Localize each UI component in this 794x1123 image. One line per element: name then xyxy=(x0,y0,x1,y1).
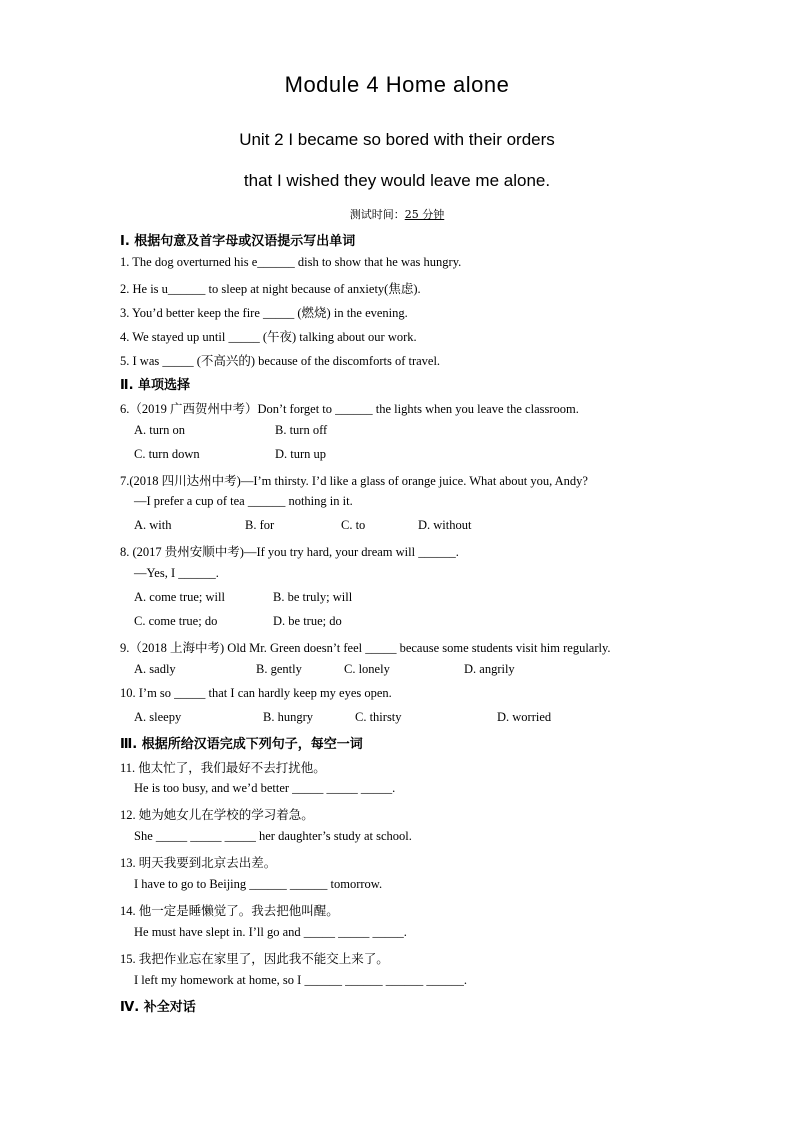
question-7-option-c: C. to xyxy=(341,518,366,532)
question-14-english: He must have slept in. I’ll go and _____ _____ _____. xyxy=(134,925,407,939)
question-13-chinese: 13. 明天我要到北京去出差。 xyxy=(120,856,277,870)
question-10-option-a: A. sleepy xyxy=(134,710,182,724)
question-9-stem: 9.（2018 上海中考) Old Mr. Green doesn’t feel _____ because some students visit him regularly. xyxy=(120,641,611,655)
question-6-option-d: D. turn up xyxy=(275,447,327,461)
question-7-stem-2: —I prefer a cup of tea ______ nothing in it. xyxy=(134,494,353,508)
question-10-option-d: D. worried xyxy=(497,710,552,724)
question-10-option-b: B. hungry xyxy=(263,710,313,724)
section-4-heading: Ⅳ. 补全对话 xyxy=(120,1000,196,1015)
test-time-label: 测试时间： xyxy=(349,208,405,221)
question-2: 2. He is u______ to sleep at night because of anxiety(焦虑). xyxy=(120,282,421,296)
question-7-option-d: D. without xyxy=(418,518,472,532)
question-8-option-b: B. be truly; will xyxy=(273,590,353,604)
question-8-option-d: D. be true; do xyxy=(273,614,342,628)
question-9-option-d: D. angrily xyxy=(464,662,515,676)
question-15-english: I left my homework at home, so I ______ ______ ______ ______. xyxy=(134,973,467,987)
module-title: Module 4 Home alone xyxy=(284,72,510,97)
question-6-option-b: B. turn off xyxy=(275,423,328,437)
section-1-heading: Ⅰ. 根据句意及首字母或汉语提示写出单词 xyxy=(120,234,356,249)
question-8-option-c: C. come true; do xyxy=(134,614,218,628)
question-9-option-c: C. lonely xyxy=(344,662,390,676)
unit-title-line-1: Unit 2 I became so bored with their orders xyxy=(239,130,555,149)
question-9-option-a: A. sadly xyxy=(134,662,176,676)
question-12-english: She _____ _____ _____ her daughter’s study at school. xyxy=(134,829,412,843)
question-7-option-b: B. for xyxy=(245,518,275,532)
question-9-option-b: B. gently xyxy=(256,662,302,676)
question-12-chinese: 12. 她为她女儿在学校的学习着急。 xyxy=(120,808,314,822)
question-10-option-c: C. thirsty xyxy=(355,710,402,724)
question-6-stem: 6.（2019 广西贺州中考）Don’t forget to ______ the lights when you leave the classroom. xyxy=(120,402,579,416)
question-15-chinese: 15. 我把作业忘在家里了，因此我不能交上来了。 xyxy=(120,952,389,966)
question-11-chinese: 11. 他太忙了，我们最好不去打扰他。 xyxy=(120,761,326,775)
section-2-heading: Ⅱ. 单项选择 xyxy=(120,378,191,393)
question-14-chinese: 14. 他一定是睡懒觉了。我去把他叫醒。 xyxy=(120,904,339,918)
test-time xyxy=(0,206,794,222)
question-3: 3. You’d better keep the fire _____ (燃烧) in the evening. xyxy=(120,306,408,320)
question-13-english: I have to go to Beijing ______ ______ tomorrow. xyxy=(134,877,383,891)
question-7-stem: 7.(2018 四川达州中考)—I’m thirsty. I’d like a glass of orange juice. What about you, Andy? xyxy=(120,474,588,488)
question-1: 1. The dog overturned his e______ dish to show that he was hungry. xyxy=(120,255,462,269)
unit-title-line-2: that I wished they would leave me alone. xyxy=(243,171,551,190)
question-8-stem: 8. (2017 贵州安顺中考)—If you try hard, your dream will ______. xyxy=(120,545,459,559)
question-6-option-c: C. turn down xyxy=(134,447,200,461)
question-8-option-a: A. come true; will xyxy=(134,590,225,604)
test-time-value: 25 分钟 xyxy=(404,208,445,221)
question-6-option-a: A. turn on xyxy=(134,423,186,437)
question-10-stem: 10. I’m so _____ that I can hardly keep my eyes open. xyxy=(120,686,392,700)
question-11-english: He is too busy, and we’d better _____ _____ _____. xyxy=(134,781,396,795)
section-3-heading: Ⅲ. 根据所给汉语完成下列句子，每空一词 xyxy=(120,737,363,752)
question-7-option-a: A. with xyxy=(134,518,172,532)
question-4: 4. We stayed up until _____ (午夜) talking about our work. xyxy=(120,330,417,344)
question-5: 5. I was _____ (不高兴的) because of the discomforts of travel. xyxy=(120,354,441,368)
question-8-stem-2: —Yes, I ______. xyxy=(134,566,219,580)
